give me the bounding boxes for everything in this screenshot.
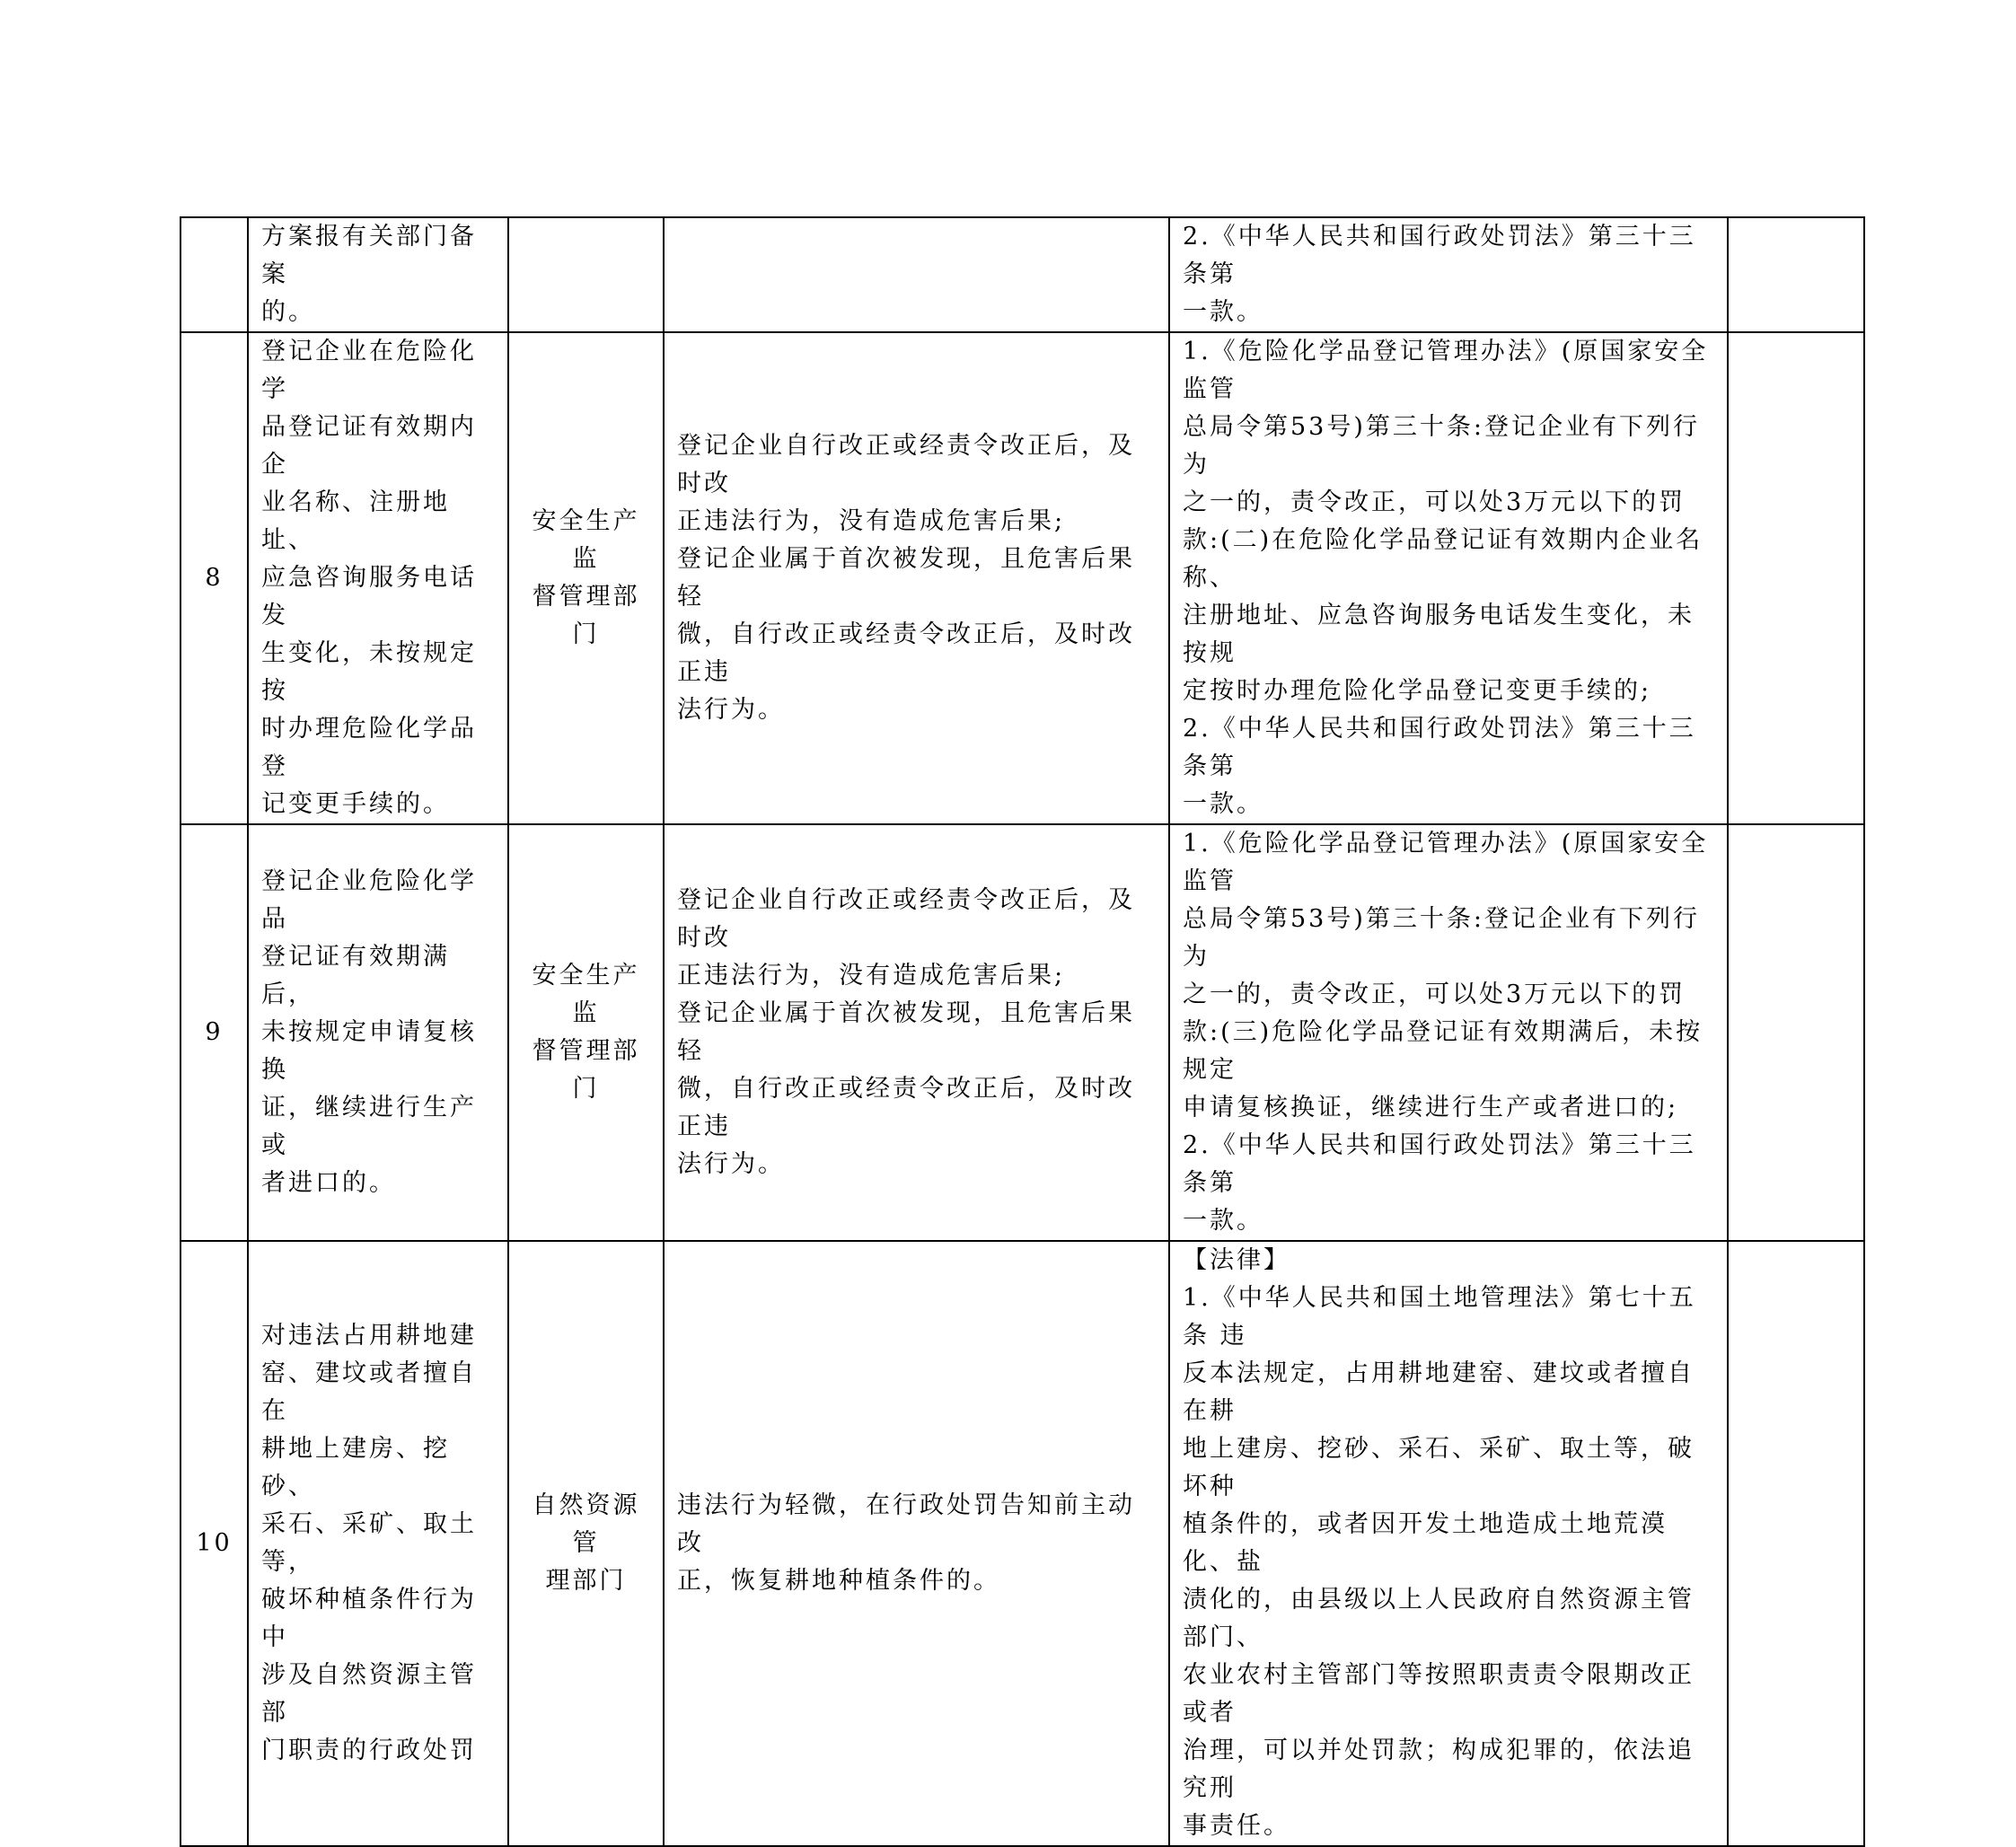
- row-number-cell: 9: [180, 824, 248, 1241]
- condition-cell: [664, 217, 1169, 332]
- legal-basis-cell: 【法律】 1.《中华人民共和国土地管理法》第七十五条 违 反本法规定，占用耕地建窑、建坟或者擅自在耕 地上建房、挖砂、采石、采矿、取土等，破坏种 植条件的，或者因开发土地造成土地荒漠化、盐 渍化的，由县级以上人民政府自然资源主管部门、 农业农村主管部门等按照职责责令限期改正或者 治理，可以并处罚款；构成犯罪的，依法追究刑 事责任。: [1169, 1241, 1728, 1846]
- row-number-cell: [180, 217, 248, 332]
- row-number-cell: 10: [180, 1241, 248, 1846]
- penalty-exemption-table: [180, 216, 1865, 1847]
- violation-cell: 方案报有关部门备案 的。: [248, 217, 508, 332]
- legal-basis-cell: 1.《危险化学品登记管理办法》(原国家安全监管 总局令第53号)第三十条:登记企业有下列行为 之一的，责令改正，可以处3万元以下的罚 款:(三)危险化学品登记证有效期满后，未按规定 申请复核换证，继续进行生产或者进口的; 2.《中华人民共和国行政处罚法》第三十三条第 一款。: [1169, 824, 1728, 1241]
- violation-cell: 登记企业在危险化学 品登记证有效期内企 业名称、注册地址、 应急咨询服务电话发 生变化，未按规定按 时办理危险化学品登 记变更手续的。: [248, 332, 508, 824]
- department-cell: 安全生产监 督管理部门: [508, 332, 664, 824]
- table-row: [180, 1241, 1864, 1846]
- condition-cell: 违法行为轻微，在行政处罚告知前主动改 正，恢复耕地种植条件的。: [664, 1241, 1169, 1846]
- legal-basis-cell: 1.《危险化学品登记管理办法》(原国家安全监管 总局令第53号)第三十条:登记企业有下列行为 之一的，责令改正，可以处3万元以下的罚 款:(二)在危险化学品登记证有效期内企业名称、 注册地址、应急咨询服务电话发生变化，未按规 定按时办理危险化学品登记变更手续的; 2.《中华人民共和国行政处罚法》第三十三条第 一款。: [1169, 332, 1728, 824]
- table-row: [180, 217, 1864, 332]
- department-cell: 自然资源管 理部门: [508, 1241, 664, 1846]
- note-cell: [1728, 332, 1864, 824]
- condition-cell: 登记企业自行改正或经责令改正后，及时改 正违法行为，没有造成危害后果; 登记企业属于首次被发现，且危害后果轻 微，自行改正或经责令改正后，及时改正违 法行为。: [664, 332, 1169, 824]
- condition-cell: 登记企业自行改正或经责令改正后，及时改 正违法行为，没有造成危害后果; 登记企业属于首次被发现，且危害后果轻 微，自行改正或经责令改正后，及时改正违 法行为。: [664, 824, 1169, 1241]
- department-cell: [508, 217, 664, 332]
- violation-cell: 对违法占用耕地建 窑、建坟或者擅自在 耕地上建房、挖砂、 采石、采矿、取土等， 破坏种植条件行为中 涉及自然资源主管部 门职责的行政处罚: [248, 1241, 508, 1846]
- department-cell: 安全生产监 督管理部门: [508, 824, 664, 1241]
- violation-cell: 登记企业危险化学品 登记证有效期满后， 未按规定申请复核换 证，继续进行生产或 者进口的。: [248, 824, 508, 1241]
- note-cell: [1728, 824, 1864, 1241]
- table-row: [180, 824, 1864, 1241]
- table-row: [180, 332, 1864, 824]
- legal-basis-cell: 2.《中华人民共和国行政处罚法》第三十三条第 一款。: [1169, 217, 1728, 332]
- note-cell: [1728, 1241, 1864, 1846]
- note-cell: [1728, 217, 1864, 332]
- row-number-cell: 8: [180, 332, 248, 824]
